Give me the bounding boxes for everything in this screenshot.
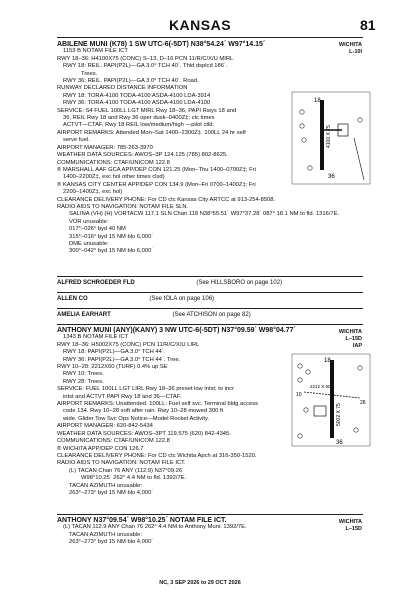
runway-length-label: 5002 X 75 <box>336 403 342 426</box>
entry-line: 300°–042° byd 15 NM blo 6,000´ <box>69 248 154 255</box>
runway-18-label: 18 <box>324 358 331 364</box>
entry-line: RWY 10: Trees. <box>63 371 104 378</box>
entry-line: WEATHER DATA SOURCES: AWOS–3PT 119.575 (620) 842-4345. <box>57 430 231 437</box>
entry-line: AIRPORT REMARKS: Attended Mon–Sat 1400–2300Z‡. 100LL 24 hr self <box>57 129 246 136</box>
anthony-airport-diagram <box>290 352 372 448</box>
entry-line: RADIO AIDS TO NAVIGATION: NOTAM FILE ICT. <box>57 460 186 467</box>
page-state-header: KANSAS <box>168 17 232 33</box>
airport-name: AMELIA EARHART <box>57 312 111 318</box>
entry-line: intst and ACTVT PAPI Rwy 18 and 36—CTAF. <box>63 393 182 400</box>
entry-line: ACTVT—CTAF. Rwy 18 REIL low/medium/high —pilot ctld. <box>63 122 215 129</box>
entry-line: SALINA (VH) (H) VORTACW 117.1 SLN Chan 118 N38°55.51´ W97°37.28´ 087° 18.1 NM to fld. 1316/7E. <box>69 211 340 218</box>
entry-line: WEATHER DATA SOURCES: AWOS–3P 124.125 (785) 802-8625. <box>57 152 228 159</box>
entry-line: ANTHONY N37°09.54´ W98°10.25´ NOTAM FILE ICT. <box>57 517 227 524</box>
runway-28-label: 28 <box>360 400 366 406</box>
abilene-region <box>339 42 362 56</box>
tree-icon <box>358 366 362 370</box>
entry-line: 1153 B NOTAM FILE ICT <box>63 48 128 55</box>
entry-line: RWY 18: PAPI(P2L)—GA 3.0° TCH 44´. <box>63 349 166 356</box>
entry-line: 36, REIL Rwy 18 and Rwy 36 oper dusk–0400Z‡; ctc times <box>63 115 215 122</box>
entry-line: 263°–273° byd 15 NM blo 4,000´ <box>69 489 154 496</box>
runway-36-label: 36 <box>328 174 335 180</box>
cross-reference: (See HILLSBORO on page 102) <box>196 280 283 286</box>
entry-line: code 134. Rwy 10–28 soft after rain. Rwy 10–28 mowed 300 ft <box>63 408 224 415</box>
anthony-tacan-entry <box>57 517 295 547</box>
runway-length-label: 4100 X 75 <box>326 125 332 148</box>
entry-line: DME unusable: <box>69 240 109 247</box>
alfred-schroeder-entry <box>57 280 282 286</box>
runway-10-label: 10 <box>296 392 302 398</box>
entry-line: Trees. <box>81 70 98 77</box>
tree-icon <box>306 370 310 374</box>
section-rule <box>57 324 363 325</box>
region-label: WICHITA <box>338 519 362 525</box>
entry-line: COMMUNICATIONS: CTAF/UNICOM 122.8 <box>57 159 170 166</box>
entry-line: 263°–273° byd 15 NM blo 4,000´ <box>69 539 154 546</box>
section-rule <box>57 292 363 293</box>
entry-line: RADIO AIDS TO NAVIGATION: NOTAM FILE SLN. <box>57 203 189 210</box>
allen-co-entry <box>57 296 214 302</box>
runway-36-label: 36 <box>336 440 343 446</box>
tree-icon <box>308 166 312 170</box>
entry-line: 017°–026° byd 40 NM <box>69 226 126 233</box>
entry-line: serve fuel. <box>63 137 90 144</box>
entry-line: AIRPORT MANAGER: 785-263-3970 <box>57 144 153 151</box>
entry-line: 315°–016° byd 15 NM blo 6,000´ <box>69 233 154 240</box>
entry-line: ANTHONY MUNI (ANY)(KANY) 3 NW UTC-6(-5DT) N37°09.59´ W98°04.77´ <box>57 327 296 334</box>
entry-line: (L) TACAN 112.9 ANY Chan 76 262° 4.4 NM to Anthony Muni. 1392/7E. <box>63 524 247 531</box>
entry-line: SERVICE: S4 FUEL 100LL LGT MIRL Rwy 18–36, PAPI Rwys 18 and <box>57 107 237 114</box>
tree-icon <box>354 428 358 432</box>
region-label: L–15D <box>345 525 362 532</box>
cross-reference: (See ATCHISON on page 82) <box>172 312 251 318</box>
entry-line: ® KANSAS CITY CENTER APP/DEP CON 134.9 (Mon–Fri 0700–1400Z‡; Fri <box>57 181 256 188</box>
entry-line: SERVICE: FUEL 100LL LGT LIRL Rwy 18–36 preset low intst; to incr <box>57 386 234 393</box>
anthony-tacan-region <box>339 519 362 533</box>
entry-line: ABILENE MUNI (K78) 1 SW UTC-6(-5DT) N38°54.24´ W97°14.15´ <box>57 41 266 48</box>
entry-line: 2200–1400Z‡, exc hol) <box>63 189 123 196</box>
entry-line: wide. Glider Tow Svc Ops Notice—Model Rocket Activity. <box>63 415 210 422</box>
entry-line: CLEARANCE DELIVERY PHONE: For CD ctc Kansas City ARTCC at 913-254-8508. <box>57 196 276 203</box>
region-label: WICHITA <box>338 329 362 335</box>
cross-reference: (See IOLA on page 106) <box>149 296 215 302</box>
airport-name: ALLEN CO <box>57 296 88 302</box>
tree-icon <box>358 118 362 122</box>
entry-line: 1400–2200Z‡, exc hol other times clsd) <box>63 174 165 181</box>
header-rule <box>57 37 363 38</box>
entry-line: ® WICHITA APP/DEP CON 126.7 <box>57 445 144 452</box>
runway-18-36 <box>330 360 334 438</box>
tree-icon <box>304 408 308 412</box>
section-rule <box>57 276 363 277</box>
tree-icon <box>302 138 306 142</box>
entry-line: (L) TACAN Chan 76 ANY (112.9) N37°09.26´ <box>69 467 184 474</box>
abilene-airport-diagram <box>290 90 372 186</box>
entry-line: W98°10.25´ 262° 4.4 NM to fld. 1392/7E. <box>81 475 187 482</box>
entry-line: RWY 18–36: H4100X75 (CONC) S–13, D–16 PCN 11/R/C/X/U MIRL <box>57 55 234 62</box>
anthony-region <box>339 329 362 349</box>
runway-18-label: 18 <box>314 98 321 104</box>
entry-line: TACAN AZIMUTH unusable: <box>69 531 143 538</box>
region-label: IAP <box>352 342 362 349</box>
tree-icon <box>298 378 302 382</box>
entry-line: RWY 18: REIL. PAPI(P2L)—GA 3.0° TCH 40´. Thld dsplcd 186´. <box>63 63 228 70</box>
entry-line: TACAN AZIMUTH unusable: <box>69 482 143 489</box>
region-label: WICHITA <box>338 42 362 48</box>
entry-line: COMMUNICATIONS: CTAF/UNICOM 122.8 <box>57 438 170 445</box>
entry-line: VOR unusable: <box>69 218 109 225</box>
entry-line: 1343 B NOTAM FILE ICT <box>63 334 129 341</box>
turf-length-label: 2212 X 60 <box>310 384 331 389</box>
section-rule <box>57 514 363 515</box>
region-label: L-10I <box>349 48 362 55</box>
tree-icon <box>300 110 304 114</box>
entry-line: ® MARSHALL AAF GCA APP/DEP CON 121.25 (Mon–Thu 1400–0700Z‡; Fri <box>57 166 256 173</box>
abilene-entry <box>57 41 340 256</box>
anthony-muni-entry <box>57 327 295 497</box>
entry-line: RWY 18: TORA-4100 TODA-4100 ASDA-4100 LDA-3914 <box>63 92 211 99</box>
section-rule <box>57 308 363 309</box>
amelia-earhart-entry <box>57 312 251 318</box>
region-label: L–15D <box>345 335 362 342</box>
entry-line: RWY 36: TORA-4100 TODA-4100 ASDA-4100 LDA-4100 <box>63 100 211 107</box>
entry-line: AIRPORT MANAGER: 620-842-5434 <box>57 423 153 430</box>
tree-icon <box>300 124 304 128</box>
entry-line: RWY 36: PAPI(P2L)—GA 3.0° TCH 44´. Tree. <box>63 356 181 363</box>
road <box>354 138 364 180</box>
entry-line: RWY 36: REIL. PAPI(P2L)—GA 3.0° TCH 40´. Road. <box>63 78 199 85</box>
entry-line: CLEARANCE DELIVERY PHONE: For CD ctc Wichita Apch at 316-350-1520. <box>57 452 257 459</box>
runway-18-36 <box>320 100 324 170</box>
entry-line: RWY 28: Trees. <box>63 378 104 385</box>
apron <box>314 406 326 416</box>
entry-line: AIRPORT REMARKS: Unattended. 100LL: Fuel self svc. Terminal bldg access <box>57 401 259 408</box>
entry-line: RUNWAY DECLARED DISTANCE INFORMATION <box>57 85 188 92</box>
airport-name: ALFRED SCHROEDER FLD <box>57 280 135 286</box>
entry-line: RWY 18–36: H5002X75 (CONC) PCN 11/R/C/X/U LIRL <box>57 341 200 348</box>
page-number: 81 <box>360 17 376 33</box>
page-footer-effective-dates: NC, 3 SEP 2026 to 29 OCT 2026 <box>159 580 241 586</box>
tree-icon <box>298 434 302 438</box>
tree-icon <box>298 364 302 368</box>
entry-line: RWY 10–28: 2212X60 (TURF) 0.4% up SE <box>57 364 168 371</box>
